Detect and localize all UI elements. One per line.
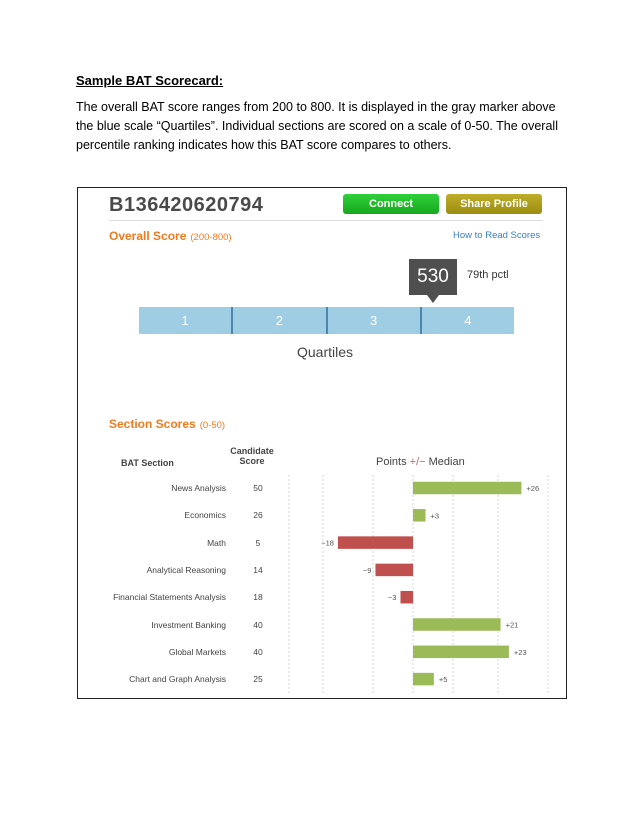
section-scores-label: Section Scores (109, 417, 196, 431)
row-score: 14 (253, 564, 263, 575)
bar-positive (413, 618, 501, 631)
quartiles-label: Quartiles (297, 344, 354, 360)
row-label: Financial Statements Analysis (113, 592, 226, 603)
bar-value-label: +26 (526, 484, 540, 493)
scorecard-panel (77, 187, 567, 699)
bar-value-label: −9 (362, 565, 372, 575)
row-label: Analytical Reasoning (146, 564, 226, 575)
quartile-4: 4 (464, 313, 472, 328)
quartile-2: 2 (233, 307, 327, 334)
bar-positive (413, 646, 509, 659)
row-label: Global Markets (168, 646, 226, 657)
bar-positive (413, 509, 426, 522)
bar-value-label: +21 (505, 620, 519, 630)
bar-value-label: +5 (438, 675, 448, 685)
share-profile-button[interactable]: Share Profile (446, 194, 542, 214)
bar-value-label: +23 (513, 647, 527, 657)
connect-button[interactable]: Connect (343, 194, 439, 214)
row-score: 25 (253, 674, 263, 685)
row-score: 40 (253, 646, 263, 657)
doc-paragraph: The overall BAT score ranges from 200 to 800. It is displayed in the gray marker above the blue scale “Quartiles”. Individual sections are scored on a scale of 0-50. The overall percentile ranking indicates how this BAT score compares to others. (76, 100, 558, 152)
bar-positive (413, 673, 434, 686)
section-score-chart (78, 188, 567, 699)
doc-title: Sample BAT Scorecard: (76, 73, 224, 88)
percentile-label: 79th pctl (467, 269, 509, 281)
bar-negative (400, 591, 413, 604)
row-label: Math (207, 537, 226, 548)
row-label: Economics (184, 510, 226, 521)
score-marker: 530 (409, 259, 457, 295)
quartile-1: 1 (139, 307, 233, 334)
overall-score-label: Overall Score (109, 229, 187, 243)
row-score: 40 (253, 619, 263, 630)
section-scores-range: (0-50) (199, 420, 226, 431)
col-head-score-line1: Candidate (230, 446, 274, 456)
row-score: 50 (253, 483, 263, 493)
col-head-score-line2: Score (239, 456, 265, 466)
row-label: Chart and Graph Analysis (129, 674, 226, 685)
plus-minus-label: +/− (409, 456, 426, 468)
col-head-section: BAT Section (121, 458, 174, 468)
row-score: 26 (253, 510, 263, 521)
candidate-id: B136420620794 (109, 194, 264, 216)
overall-score-range: (200-800) (190, 232, 232, 243)
row-label: News Analysis (171, 483, 226, 493)
quartile-3: 3 (328, 307, 422, 334)
bar-positive (413, 482, 521, 495)
points-label: Points (376, 456, 407, 468)
row-score: 5 (255, 537, 261, 548)
row-score: 18 (253, 592, 263, 603)
how-to-read-link[interactable]: How to Read Scores (453, 230, 541, 241)
bar-negative (338, 536, 413, 549)
median-label: Median (428, 456, 465, 468)
row-label: Investment Banking (151, 619, 226, 630)
bar-value-label: +3 (430, 511, 440, 521)
bar-negative (375, 564, 413, 577)
bar-value-label: −18 (321, 538, 334, 548)
bar-value-label: −3 (387, 593, 397, 603)
